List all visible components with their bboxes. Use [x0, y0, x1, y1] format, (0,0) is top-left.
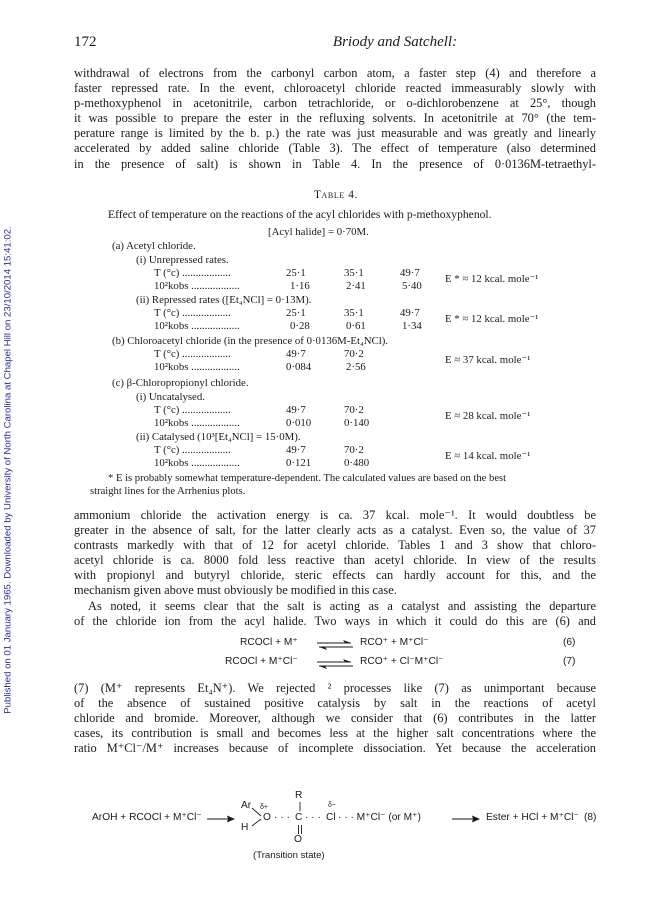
section-c-i-label: (i) Uncatalysed. [136, 391, 205, 403]
cell-value: 5·40 [402, 280, 422, 292]
table-footnote: * E is probably somewhat temperature-dependent. The calculated values are based on the best [108, 473, 507, 484]
section-b-label: (b) Chloroacetyl chloride (in the presence of 0·0136M-Et₄NCl). [112, 335, 389, 347]
bond-lines-icon [250, 806, 264, 830]
cell-value: 0·084 [286, 361, 312, 373]
reaction-arrow-icon [452, 814, 482, 824]
row-rate-label: 10²kobs .................. [154, 320, 240, 332]
table-condition: [Acyl halide] = 0·70M. [268, 226, 369, 238]
section-a-label: (a) Acetyl chloride. [112, 240, 196, 252]
activation-energy: E ≈ 28 kcal. mole⁻¹ [445, 410, 531, 422]
activation-energy: E * ≈ 12 kcal. mole⁻¹ [445, 313, 539, 325]
row-rate-label: 10²kobs .................. [154, 280, 240, 292]
row-temperature-label: T (°c) .................. [154, 444, 231, 456]
cell-value: 0·480 [344, 457, 370, 469]
paragraph-3 [74, 599, 596, 629]
transition-state-ar: Ar [241, 800, 252, 811]
section-c-label: (c) β-Chloropropionyl chloride. [112, 377, 249, 389]
row-temperature-label: T (°c) .................. [154, 267, 231, 279]
section-a-ii-label: (ii) Repressed rates ([Et₄NCl] = 0·13M). [136, 294, 312, 306]
cell-value: 2·56 [346, 361, 366, 373]
watermark-text: Published on 01 January 1965. Downloaded by University of North Carolina at Chapel Hill on 23/10/2014 15:41:02. [2, 226, 14, 714]
table-footnote: straight lines for the Arrhenius plots. [90, 486, 246, 497]
text-line: (7) (M⁺ represents Et₄N⁺). We rejected ² processes like (7) as unimportant because [74, 681, 596, 695]
transition-state-label: (Transition state) [253, 850, 325, 861]
cell-value: 35·1 [344, 307, 364, 319]
equilibrium-arrow-icon [315, 638, 355, 652]
running-head: Briody and Satchell: [332, 34, 458, 50]
equation-8-products: Ester + HCl + M⁺Cl⁻ [486, 812, 579, 823]
page-number: 172 [74, 34, 97, 50]
table-caption: Effect of temperature on the reactions of the acyl chlorides with p-methoxyphenol. [108, 208, 492, 221]
cell-value: 70·2 [344, 348, 364, 360]
transition-state-cl: Cl [326, 812, 336, 823]
cell-value: 1·16 [290, 280, 310, 292]
row-temperature-label: T (°c) .................. [154, 348, 231, 360]
text-line: ammonium chloride the activation energy is ca. 37 kcal. mole⁻¹. It would doubtless be [74, 508, 596, 522]
cell-value: 0·61 [346, 320, 366, 332]
row-rate-label: 10²kobs .................. [154, 457, 240, 469]
transition-state-tail: · · · M⁺Cl⁻ (or M⁺) [338, 812, 421, 823]
delta-minus-label: δ− [328, 802, 336, 809]
cell-value: 70·2 [344, 404, 364, 416]
text-line: chloride and bromide. Moreover, although we consider that (6) contributes in the latter [74, 711, 596, 726]
cell-value: 49·7 [286, 348, 306, 360]
text-line: perature range is limited by the b. p.) the rate was just measurable and was greatly and linearly [74, 126, 596, 141]
text-line: acetyl chloride is ca. 8000 fold less reactive than acetyl chloride. In view of the results [74, 553, 596, 568]
equilibrium-arrow-icon [315, 657, 355, 671]
single-bond-icon [296, 802, 304, 812]
text-line: in the presence of salt) is shown in Table 4. In the presence of 0·0136M-tetraethyl- [74, 156, 596, 171]
cell-value: 2·41 [346, 280, 366, 292]
text-line: with propionyl and butyryl chloride, steric effects can hardly account for this, and the [74, 568, 596, 583]
row-temperature-label: T (°c) .................. [154, 404, 231, 416]
cell-value: 49·7 [400, 307, 420, 319]
row-rate-label: 10²kobs .................. [154, 417, 240, 429]
cell-value: 0·28 [290, 320, 310, 332]
cell-value: 49·7 [286, 404, 306, 416]
text-line: accelerated by added saline chloride (Table 3). The effect of temperature (also determined [74, 141, 596, 156]
transition-state-o: O [263, 812, 271, 823]
text-line: greater in the absence of salt, for the latter clearly acts as a catalyst. Even so, the value of 37 [74, 523, 596, 538]
paragraph-2 [74, 508, 596, 599]
paragraph-4 [74, 681, 596, 756]
text-line: faster repressed rate. In the event, chloroacetyl chloride reacted immeasurably slowly with [74, 81, 596, 96]
transition-state-r: R [295, 790, 303, 801]
text-line: contrasts markedly with that of 12 for acetyl chloride. Tables 1 and 3 show that chloro- [74, 538, 596, 553]
equation-6-left: RCOCl + M⁺ [240, 637, 298, 648]
cell-value: 70·2 [344, 444, 364, 456]
transition-state-carbonyl-o: O [294, 834, 302, 845]
partial-bond-dots: · · · [305, 812, 321, 823]
section-a-i-label: (i) Unrepressed rates. [136, 254, 229, 266]
row-rate-label: 10²kobs .................. [154, 361, 240, 373]
cell-value: 49·7 [400, 267, 420, 279]
equation-6-number: (6) [563, 637, 576, 648]
row-temperature-label: T (°c) .................. [154, 307, 231, 319]
cell-value: 35·1 [344, 267, 364, 279]
activation-energy: E * ≈ 12 kcal. mole⁻¹ [445, 273, 539, 285]
equation-8-reactants: ArOH + RCOCl + M⁺Cl⁻ [92, 812, 202, 823]
activation-energy: E ≈ 37 kcal. mole⁻¹ [445, 354, 531, 366]
text-line: withdrawal of electrons from the carbonyl carbon atom, a faster step (4) and therefore a [74, 66, 596, 80]
cell-value: 25·1 [286, 267, 306, 279]
cell-value: 49·7 [286, 444, 306, 456]
reaction-arrow-icon [207, 814, 237, 824]
text-line: cases, its contribution is small and becomes less at the higher salt concentrations where the [74, 726, 596, 741]
transition-state-h: H [241, 822, 249, 833]
cell-value: 0·140 [344, 417, 370, 429]
delta-plus-label: δ+ [260, 804, 268, 811]
text-line: it was possible to prepare the ester in the refluxing solvents. In acetonitrile at 70° (the tem- [74, 111, 596, 126]
text-line: of the chloride ion from the acyl halide. Two ways in which it could do this are (6) and [74, 614, 596, 629]
equation-8-number: (8) [584, 812, 597, 823]
text-line: p-methoxyphenol in acetonitrile, carbon tetrachloride, or o-dichlorobenzene at 25°, though [74, 96, 596, 111]
activation-energy: E ≈ 14 kcal. mole⁻¹ [445, 450, 531, 462]
partial-bond-dots: · · · [274, 812, 290, 823]
equation-7-right: RCO⁺ + Cl⁻M⁺Cl⁻ [360, 656, 444, 667]
text-line: mechanism given above must obviously be modified in this case. [74, 583, 397, 598]
paragraph-1 [74, 66, 596, 172]
text-line: ratio M⁺Cl⁻/M⁺ increases because of incomplete dissociation. Yet because the acceleration [74, 741, 596, 756]
transition-state-c: C [295, 812, 303, 823]
equation-6-right: RCO⁺ + M⁺Cl⁻ [360, 637, 429, 648]
download-watermark [0, 40, 18, 900]
cell-value: 1·34 [402, 320, 422, 332]
equation-7-number: (7) [563, 656, 576, 667]
cell-value: 25·1 [286, 307, 306, 319]
cell-value: 0·010 [286, 417, 312, 429]
cell-value: 0·121 [286, 457, 312, 469]
section-c-ii-label: (ii) Catalysed (10³[Et₄NCl] = 15·0M). [136, 431, 301, 443]
equation-7-left: RCOCl + M⁺Cl⁻ [225, 656, 298, 667]
text-line: As noted, it seems clear that the salt is acting as a catalyst and assisting the departure [88, 599, 596, 613]
text-line: of the absence of sustained positive catalysis by salt in the reactions of acetyl [74, 696, 596, 711]
table-title: Table 4. [313, 189, 359, 201]
